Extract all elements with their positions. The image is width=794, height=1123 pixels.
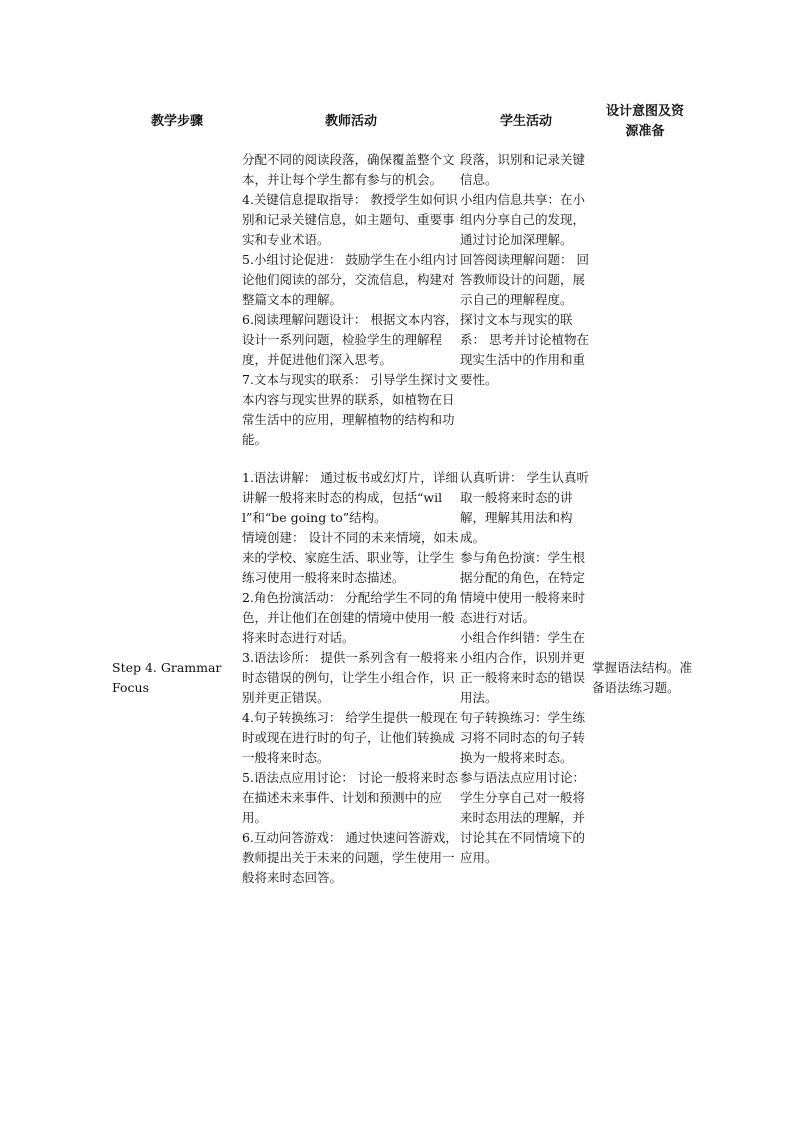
student-paragraph: 段落，识别和记录关键信息。: [460, 152, 586, 187]
step-cell: Step 4. Grammar Focus: [112, 660, 222, 695]
teacher-paragraph: 5.小组讨论促进： 鼓励学生在小组内讨论他们阅读的部分，交流信息，构建对整篇文本的理解。: [242, 252, 458, 307]
teacher-paragraph: 2.角色扮演活动： 分配给学生不同的角色，并让他们在创建的情境中使用一般将来时态进行对话。: [242, 590, 458, 645]
table-row: [112, 468, 698, 888]
student-paragraph: 句子转换练习：学生练习将不同时态的句子转换为一般将来时态。: [460, 710, 586, 765]
teacher-paragraph: 4.关键信息提取指导： 教授学生如何识别和记录关键信息，如主题句、重要事实和专业术语。: [242, 192, 458, 247]
teacher-paragraph: 6.互动问答游戏： 通过快速问答游戏，教师提出关于未来的问题，学生使用一般将来时态回答。: [242, 830, 458, 885]
student-paragraph: 参与角色扮演：学生根据分配的角色，在特定情境中使用一般将来时态进行对话。: [460, 550, 586, 625]
teacher-paragraph: 3.语法诊所： 提供一系列含有一般将来时态错误的例句，让学生小组合作，识别并更正错误。: [242, 650, 458, 705]
student-activity-cell: [460, 468, 592, 888]
lesson-plan-table: [112, 94, 698, 888]
step-cell: [112, 150, 242, 450]
header-design-intent-label: 设计意图及资源准备: [605, 104, 684, 139]
header-teacher-activity: 教师活动: [324, 114, 377, 129]
design-intent-cell: 掌握语法结构。准备语法练习题。: [592, 660, 693, 695]
teacher-activity-cell: [242, 468, 460, 888]
student-paragraph: 回答阅读理解问题： 回答教师设计的问题，展示自己的理解程度。: [460, 252, 589, 307]
student-paragraph: 小组合作纠错：学生在小组内合作，识别并更正一般将来时态的错误用法。: [460, 630, 586, 705]
table-header-row: [112, 94, 698, 150]
teacher-paragraph: 5.语法点应用讨论： 讨论一般将来时态在描述未来事件、计划和预测中的应用。: [242, 770, 458, 825]
header-student-activity: 学生活动: [499, 114, 552, 129]
student-paragraph: 探讨文本与现实的联系： 思考并讨论植物在现实生活中的作用和重要性。: [460, 312, 589, 387]
teacher-paragraph: 1.语法讲解： 通过板书或幻灯片，详细讲解一般将来时态的构成，包括“will”和“be going to”结构。: [242, 470, 458, 525]
header-step: 教学步骤: [150, 114, 203, 129]
student-paragraph: 认真听讲： 学生认真听取一般将来时态的讲解，理解其用法和构成。: [460, 470, 589, 545]
teacher-activity-cell: [242, 150, 460, 450]
teacher-paragraph: 7.文本与现实的联系： 引导学生探讨文本内容与现实世界的联系，如植物在日常生活中的应用，理解植物的结构和功能。: [242, 372, 458, 447]
teacher-paragraph: 6.阅读理解问题设计： 根据文本内容，设计一系列问题，检验学生的理解程度，并促进他们深入思考。: [242, 312, 458, 367]
teacher-paragraph: 分配不同的阅读段落，确保覆盖整个文本，并让每个学生都有参与的机会。: [242, 152, 455, 187]
student-activity-cell: [460, 150, 592, 450]
header-design-intent: [592, 94, 698, 150]
row-gap: [112, 450, 698, 468]
student-paragraph: 小组内信息共享：在小组内分享自己的发现，通过讨论加深理解。: [460, 192, 586, 247]
student-paragraph: 参与语法点应用讨论： 学生分享自己对一般将来时态用法的理解，并讨论其在不同情境下的应用。: [460, 770, 586, 865]
table-row-spacer: [112, 450, 698, 468]
teacher-paragraph: 4.句子转换练习： 给学生提供一般现在时或现在进行时的句子，让他们转换成一般将来时态。: [242, 710, 458, 765]
table-row: [112, 150, 698, 450]
design-intent-cell: [592, 150, 698, 450]
teacher-paragraph: 情境创建： 设计不同的未来情境，如未来的学校、家庭生活、职业等，让学生练习使用一般将来时态描述。: [242, 530, 459, 585]
